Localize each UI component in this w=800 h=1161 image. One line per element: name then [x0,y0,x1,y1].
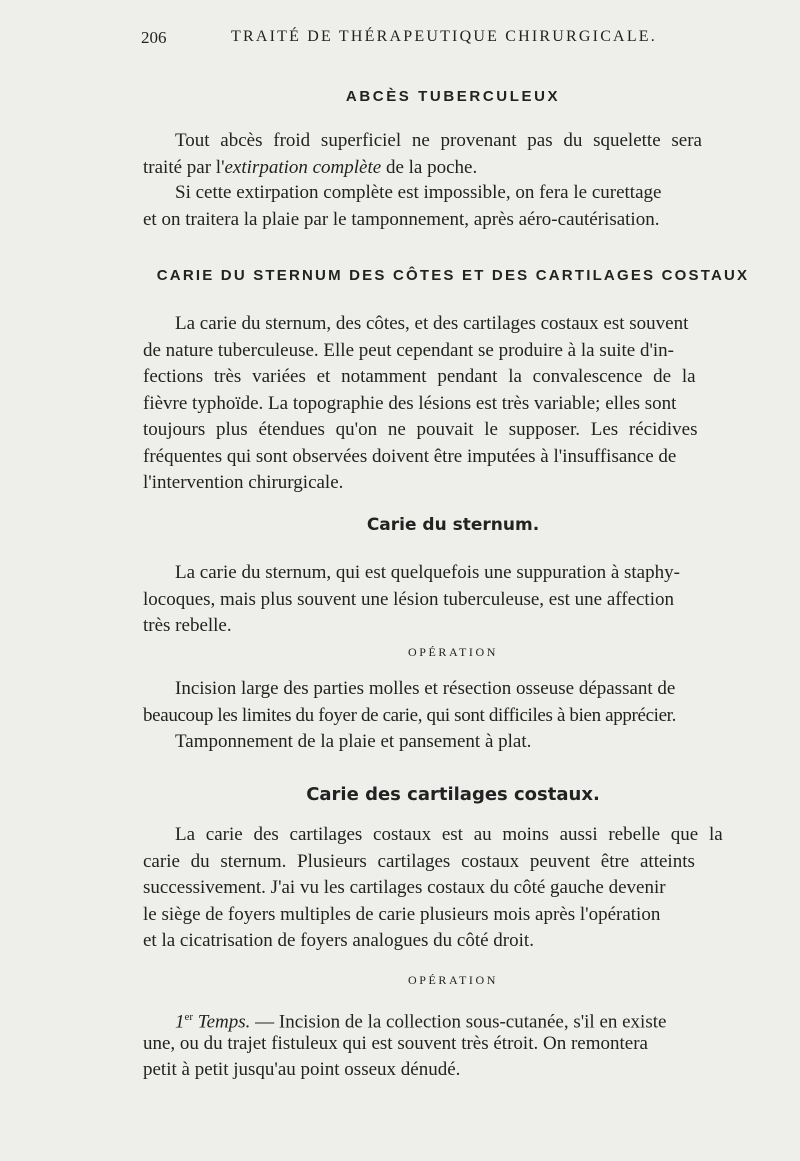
running-header [141,28,781,52]
text-line: fièvre typhoïde. La topographie des lésions est très variable; elles sont [143,392,677,414]
operation-label-1: OPÉRATION [407,645,499,659]
text-line: fréquentes qui sont observées doivent être imputées à l'insuffisance de [143,445,677,467]
paragraph-cartilages-2 [143,1004,767,1084]
text-line: Incision large des parties molles et résection osseuse dépassant de [175,678,676,699]
temps-label: Temps. [193,1011,251,1033]
paragraph-carie-1 [143,311,767,497]
text-line: successivement. J'ai vu les cartilages costaux du côté gauche devenir [143,877,666,898]
text-line: et la cicatrisation de foyers analogues du côté droit. [143,930,534,951]
text-line: petit à petit jusqu'au point osseux dénudé. [143,1059,461,1080]
operation-label-2: OPÉRATION [407,973,499,987]
running-title: TRAITÉ DE THÉRAPEUTIQUE CHIRURGICALE. [231,28,657,45]
text-line: une, ou du trajet fistuleux qui est souvent très étroit. On remontera [143,1032,648,1054]
text-line: l'intervention chirurgicale. [143,472,344,493]
text-line: carie du sternum. Plusieurs cartilages costaux peuvent être atteints [143,850,695,872]
page-number: 206 [141,28,167,47]
subsection-heading-cartilages: Carie des cartilages costaux. [306,784,600,805]
emphasis: extirpation complète [224,156,382,178]
text-line: locoques, mais plus souvent une lésion tuberculeuse, est une affection [143,588,674,610]
text-line: le siège de foyers multiples de carie plusieurs mois après l'opération [143,903,661,925]
text-line: Si cette extirpation complète est impossible, on fera le curettage [175,182,662,203]
text-line [143,155,767,182]
text-line [143,1004,767,1031]
text-line: Tout abcès froid superficiel ne provenant pas du squelette sera [175,130,702,151]
paragraph-sternum-2 [143,676,767,756]
text-fragment: de la poche. [381,156,478,178]
section-heading-abces: ABCÈS TUBERCULEUX [345,88,561,105]
temps-number: 1 [175,1011,185,1033]
paragraph-sternum-1 [143,560,767,640]
text-fragment: traité par l' [143,156,225,178]
text-line: fections très variées et notamment pendant la convalescence de la [143,366,696,387]
text-line: La carie du sternum, des côtes, et des cartilages costaux est souvent [175,313,689,334]
paragraph-abces-1 [143,128,767,181]
text-line: très rebelle. [143,615,232,636]
subsection-heading-sternum: Carie du sternum. [366,515,540,535]
paragraph-abces-2 [143,180,767,233]
paragraph-cartilages-1 [143,822,767,955]
text-line: La carie du sternum, qui est quelquefois une suppuration à staphy- [175,562,680,583]
text-line: de nature tuberculeuse. Elle peut cependant se produire à la suite d'in- [143,339,674,361]
temps-ordinal: er [184,1011,194,1023]
text-line: et on traitera la plaie par le tamponnement, après aéro-cautérisation. [143,208,660,230]
text-line: Tamponnement de la plaie et pansement à plat. [175,731,532,752]
text-fragment: — Incision de la collection sous-cutanée, s'il en existe [250,1011,667,1033]
text-line: beaucoup les limites du foyer de carie, qui sont difficiles à bien apprécier. [143,704,677,726]
text-line: toujours plus étendues qu'on ne pouvait le supposer. Les récidives [143,419,698,440]
text-line: La carie des cartilages costaux est au moins aussi rebelle que la [175,824,723,845]
section-heading-carie: CARIE DU STERNUM DES CÔTES ET DES CARTILAGES COSTAUX [156,267,750,284]
